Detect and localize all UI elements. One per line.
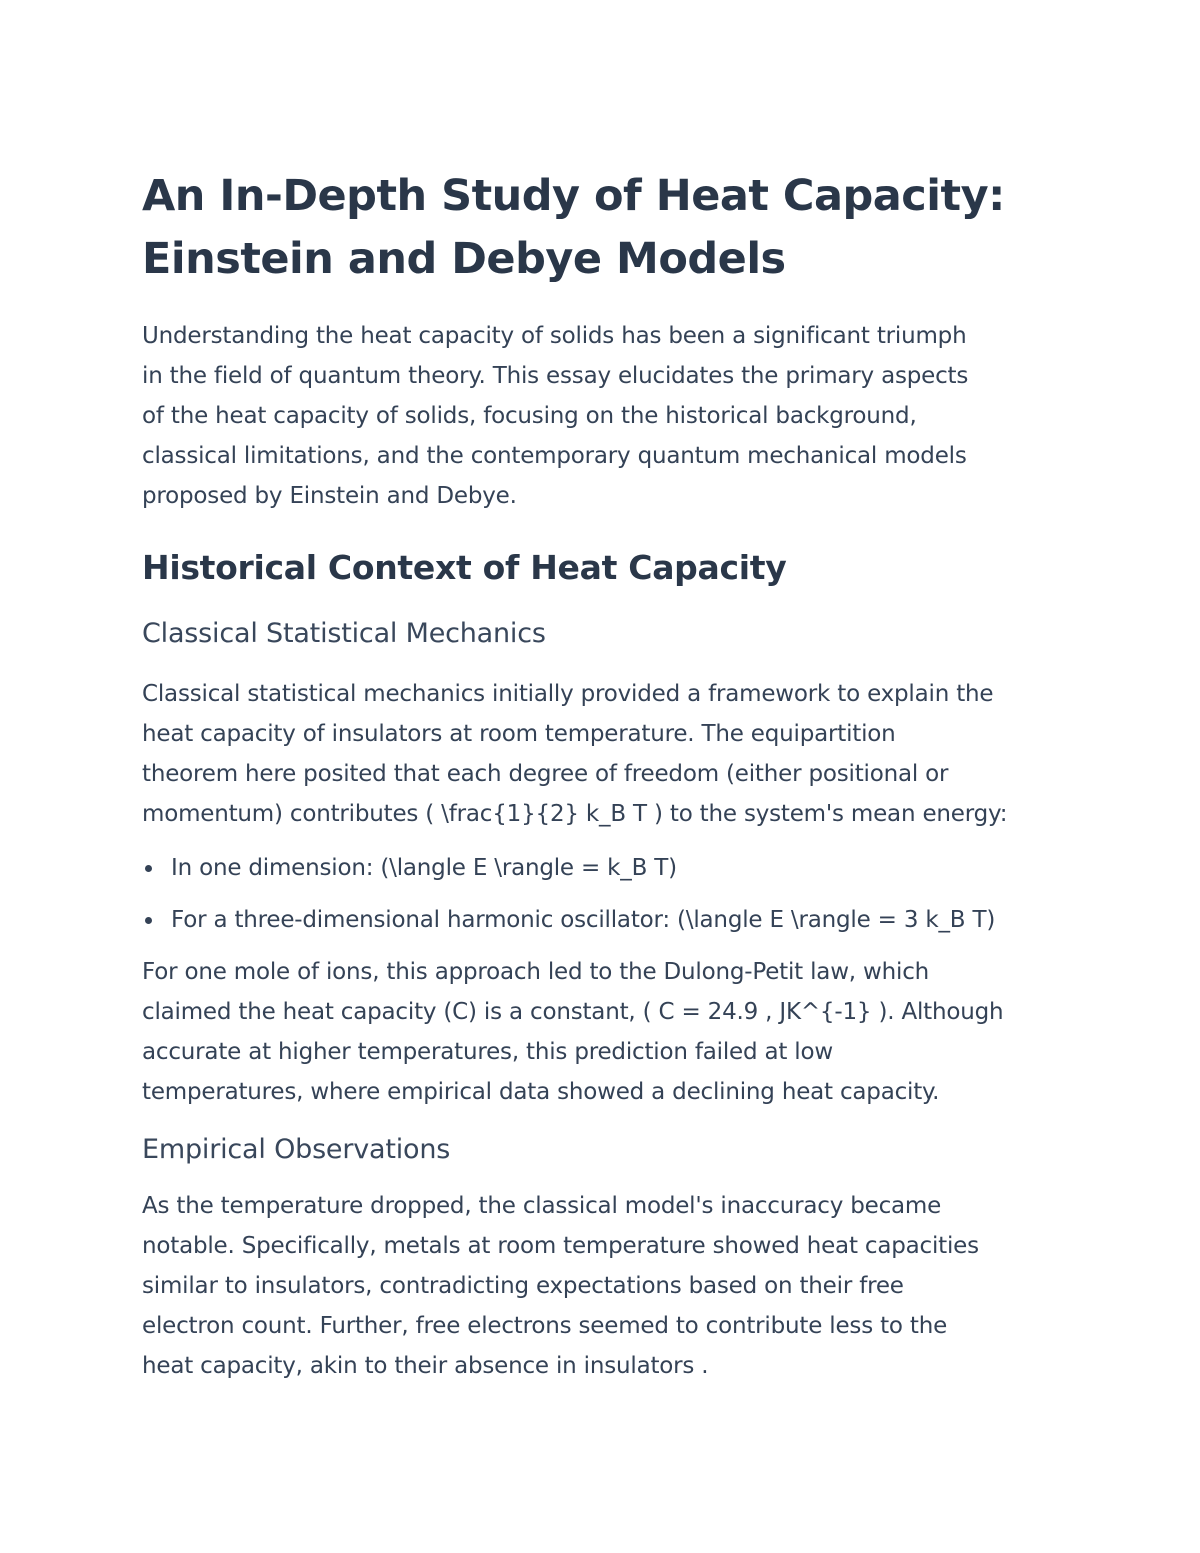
subheading-classical-statistical-mechanics: Classical Statistical Mechanics: [142, 618, 546, 649]
intro-line: in the field of quantum theory. This essay elucidates the primary aspects: [142, 363, 969, 389]
paragraph-line: For one mole of ions, this approach led to the Dulong-Petit law, which: [142, 959, 930, 985]
intro-line: of the heat capacity of solids, focusing on the historical background,: [142, 403, 917, 429]
paragraph-line: theorem here posited that each degree of freedom (either positional or: [142, 761, 949, 787]
paragraph-line: similar to insulators, contradicting expectations based on their free: [142, 1273, 904, 1299]
energy-bullet-list: [142, 848, 1062, 940]
bullet-dot-icon: [145, 865, 152, 872]
subheading-empirical-observations: Empirical Observations: [142, 1134, 451, 1165]
bullet-item: [142, 900, 1062, 940]
title-line-2: Einstein and Debye Models: [142, 234, 786, 284]
intro-paragraph: [142, 316, 1062, 516]
intro-line: proposed by Einstein and Debye.: [142, 483, 517, 509]
intro-line: Understanding the heat capacity of solids has been a significant triumph: [142, 323, 967, 349]
document-title: [142, 165, 1062, 291]
paragraph-line: momentum) contributes ( \frac{1}{2} k_B T ) to the system's mean energy:: [142, 801, 1008, 827]
bullet-text: In one dimension: (\langle E \rangle = k_B T): [171, 855, 677, 881]
dulong-petit-paragraph: [142, 952, 1062, 1112]
intro-line: classical limitations, and the contemporary quantum mechanical models: [142, 443, 967, 469]
document-page: [142, 165, 1062, 1386]
paragraph-line: As the temperature dropped, the classical model's inaccuracy became: [142, 1193, 942, 1219]
bullet-text: For a three-dimensional harmonic oscillator: (\langle E \rangle = 3 k_B T): [171, 907, 996, 933]
paragraph-line: accurate at higher temperatures, this prediction failed at low: [142, 1039, 833, 1065]
bullet-item: [142, 848, 1062, 888]
classical-mechanics-paragraph: [142, 674, 1062, 834]
paragraph-line: Classical statistical mechanics initially provided a framework to explain the: [142, 681, 994, 707]
paragraph-line: heat capacity, akin to their absence in insulators .: [142, 1353, 709, 1379]
bullet-dot-icon: [145, 917, 152, 924]
paragraph-line: notable. Specifically, metals at room temperature showed heat capacities: [142, 1233, 979, 1259]
paragraph-line: electron count. Further, free electrons seemed to contribute less to the: [142, 1313, 948, 1339]
empirical-observations-paragraph: [142, 1186, 1062, 1386]
paragraph-line: claimed the heat capacity (C) is a constant, ( C = 24.9 , JK^{-1} ). Although: [142, 999, 1004, 1025]
section-heading-historical-context: Historical Context of Heat Capacity: [142, 548, 787, 587]
paragraph-line: temperatures, where empirical data showed a declining heat capacity.: [142, 1079, 940, 1105]
paragraph-line: heat capacity of insulators at room temperature. The equipartition: [142, 721, 896, 747]
title-line-1: An In-Depth Study of Heat Capacity:: [142, 171, 1005, 221]
